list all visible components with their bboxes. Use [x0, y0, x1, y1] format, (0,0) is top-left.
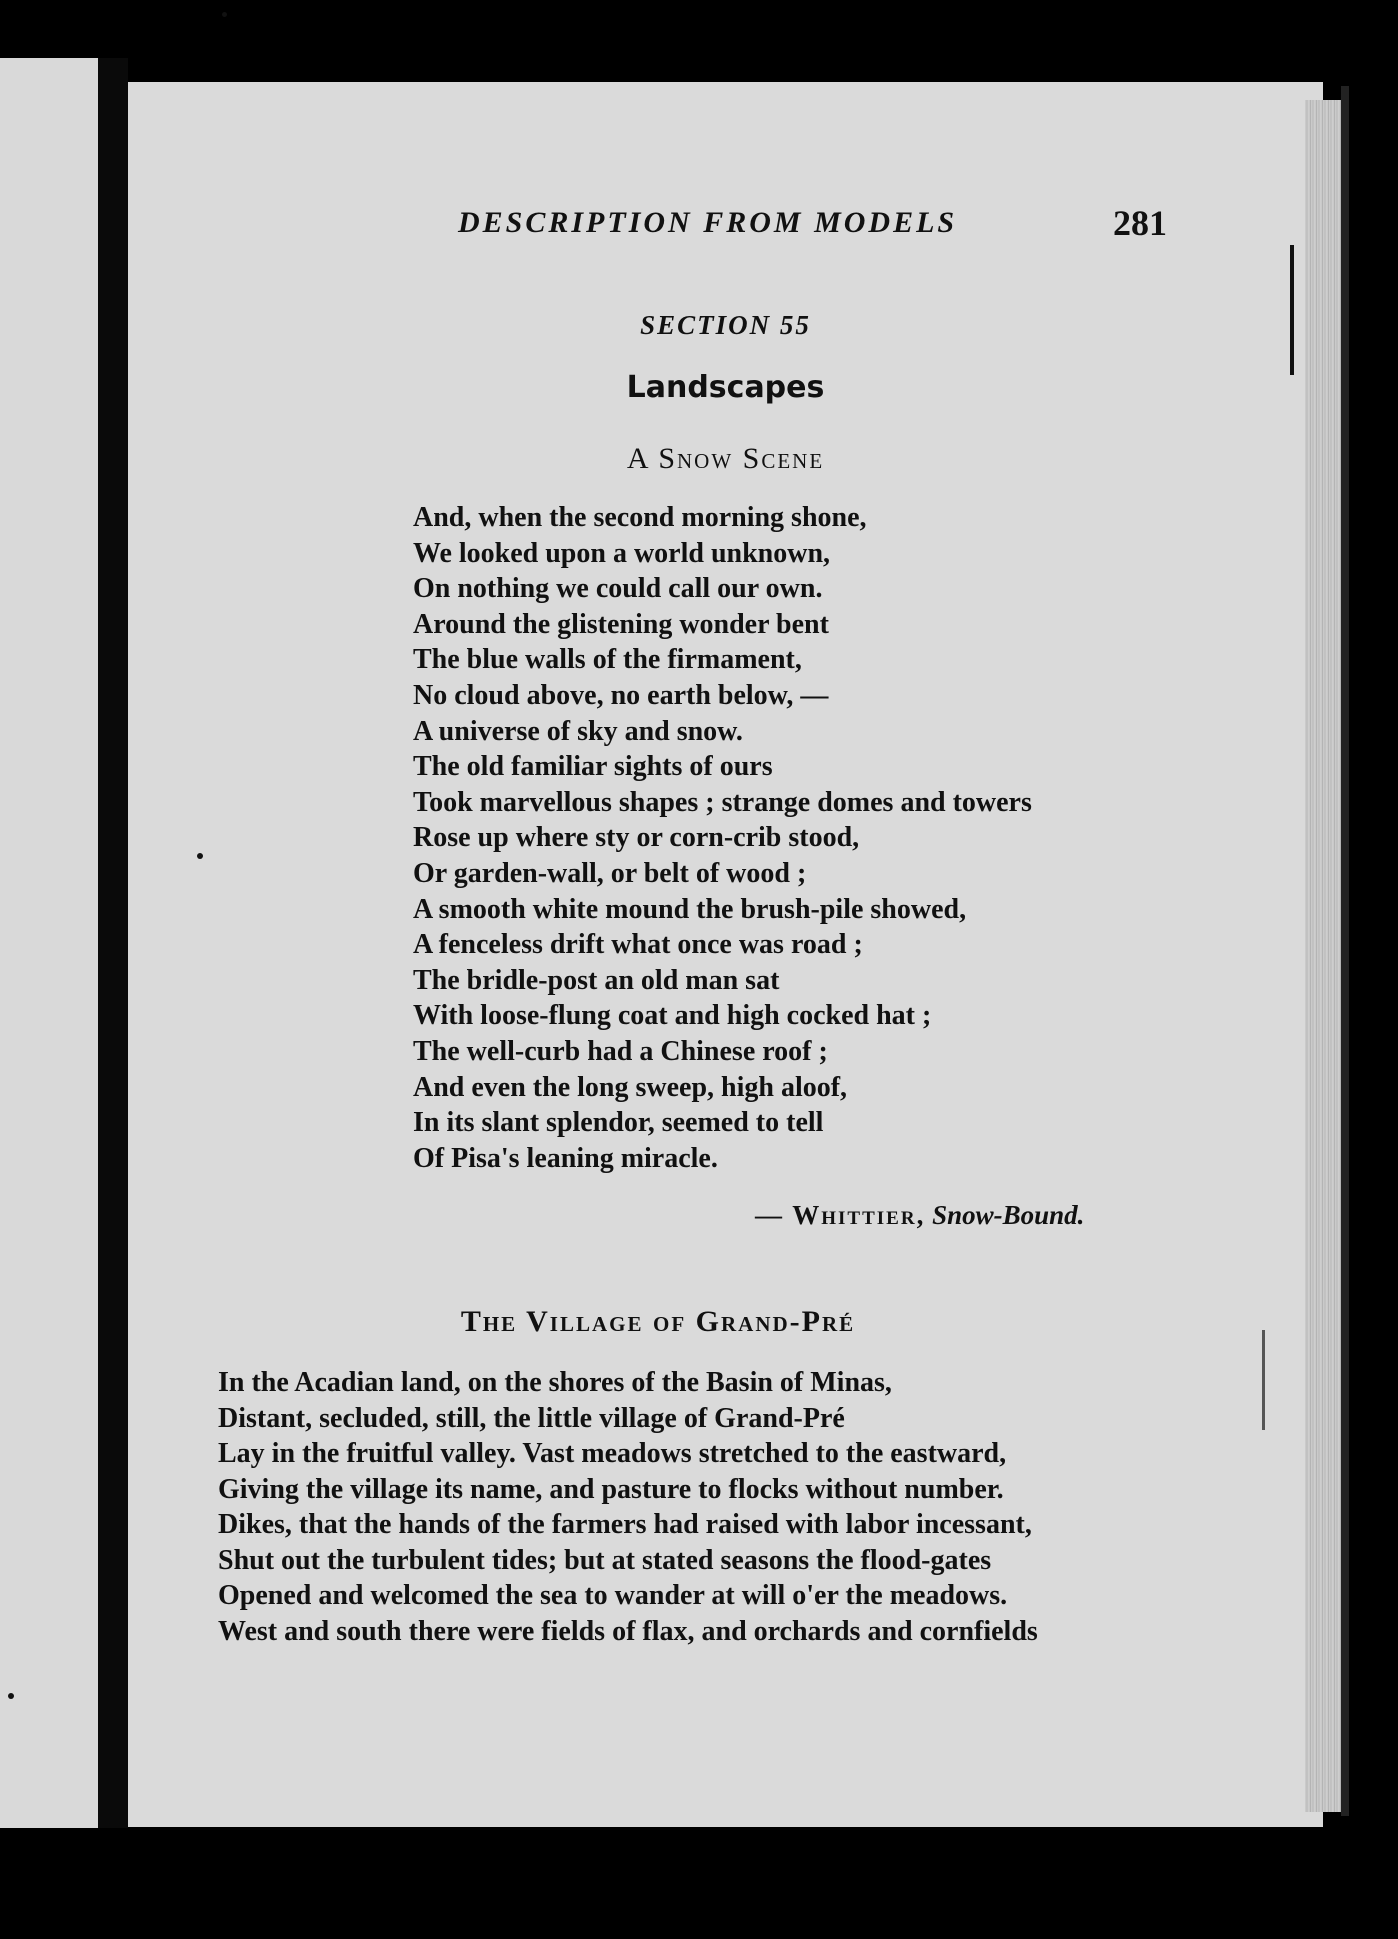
page-header: [128, 203, 1323, 256]
poem-line: Took marvellous shapes ; strange domes and towers: [413, 786, 1032, 818]
verse-line: Opened and welcomed the sea to wander at will o'er the meadows.: [218, 1580, 1008, 1611]
poem-line: With loose-flung coat and high cocked hat ;: [413, 1000, 932, 1032]
poem-line: In its slant splendor, seemed to tell: [413, 1107, 824, 1139]
stray-dot: [197, 853, 203, 859]
poem-line: A fenceless drift what once was road ;: [413, 929, 863, 961]
page-number: 281: [1113, 203, 1167, 243]
page-edge-shadow: [1341, 86, 1349, 1816]
section-heading: Landscapes: [626, 370, 825, 405]
page-edges-stack: [1305, 100, 1341, 1812]
second-piece-body: [218, 1365, 1218, 1649]
attribution-work: Snow-Bound.: [932, 1200, 1085, 1230]
poem-line: Rose up where sty or corn-crib stood,: [413, 822, 860, 854]
poem-line: The well-curb had a Chinese roof ;: [413, 1035, 828, 1067]
poem-line: And, when the second morning shone,: [413, 502, 867, 533]
verse-line: Giving the village its name, and pasture to flocks without number.: [218, 1473, 1004, 1505]
poem-line: A universe of sky and snow.: [413, 715, 743, 747]
verse-line: Distant, secluded, still, the little village of Grand-Pré: [218, 1402, 845, 1434]
book-gutter: [98, 58, 128, 1828]
verse-line: In the Acadian land, on the shores of the Basin of Minas,: [218, 1367, 892, 1398]
poem-title: A Snow Scene: [626, 442, 825, 475]
poem-line: Around the glistening wonder bent: [413, 608, 829, 640]
poem-line: The blue walls of the firmament,: [413, 644, 802, 676]
poem-line: No cloud above, no earth below, —: [413, 679, 829, 711]
facing-page-edge: [0, 58, 98, 1828]
poem-line: Of Pisa's leaning miracle.: [413, 1142, 718, 1174]
second-piece-title: The Village of Grand-Pré: [460, 1305, 856, 1338]
poem-attribution: [755, 1200, 1084, 1231]
verse-line: Lay in the fruitful valley. Vast meadows stretched to the eastward,: [218, 1438, 1007, 1469]
stray-dot: [222, 12, 227, 17]
poem-line: And even the long sweep, high aloof,: [413, 1071, 848, 1103]
poem-line: The bridle-post an old man sat: [413, 964, 780, 996]
poem-line: A smooth white mound the brush-pile showed,: [413, 893, 967, 925]
running-head: DESCRIPTION FROM MODELS: [458, 206, 958, 239]
verse-line: West and south there were fields of flax, and orchards and cornfields: [218, 1615, 1038, 1647]
poem-line: The old familiar sights of ours: [413, 751, 773, 783]
poem-line: On nothing we could call our own.: [413, 573, 823, 605]
verse-line: Dikes, that the hands of the farmers had raised with labor incessant,: [218, 1509, 1032, 1540]
section-label: SECTION 55: [640, 310, 811, 340]
verse-line: Shut out the turbulent tides; but at stated seasons the flood-gates: [218, 1544, 992, 1576]
margin-mark-lower: [1262, 1330, 1265, 1430]
poem-line: Or garden-wall, or belt of wood ;: [413, 857, 807, 889]
attribution-author: — Whittier,: [755, 1200, 926, 1230]
stray-dot: [8, 1693, 14, 1699]
poem-body: [413, 500, 1153, 1176]
poem-line: We looked upon a world unknown,: [413, 537, 831, 569]
